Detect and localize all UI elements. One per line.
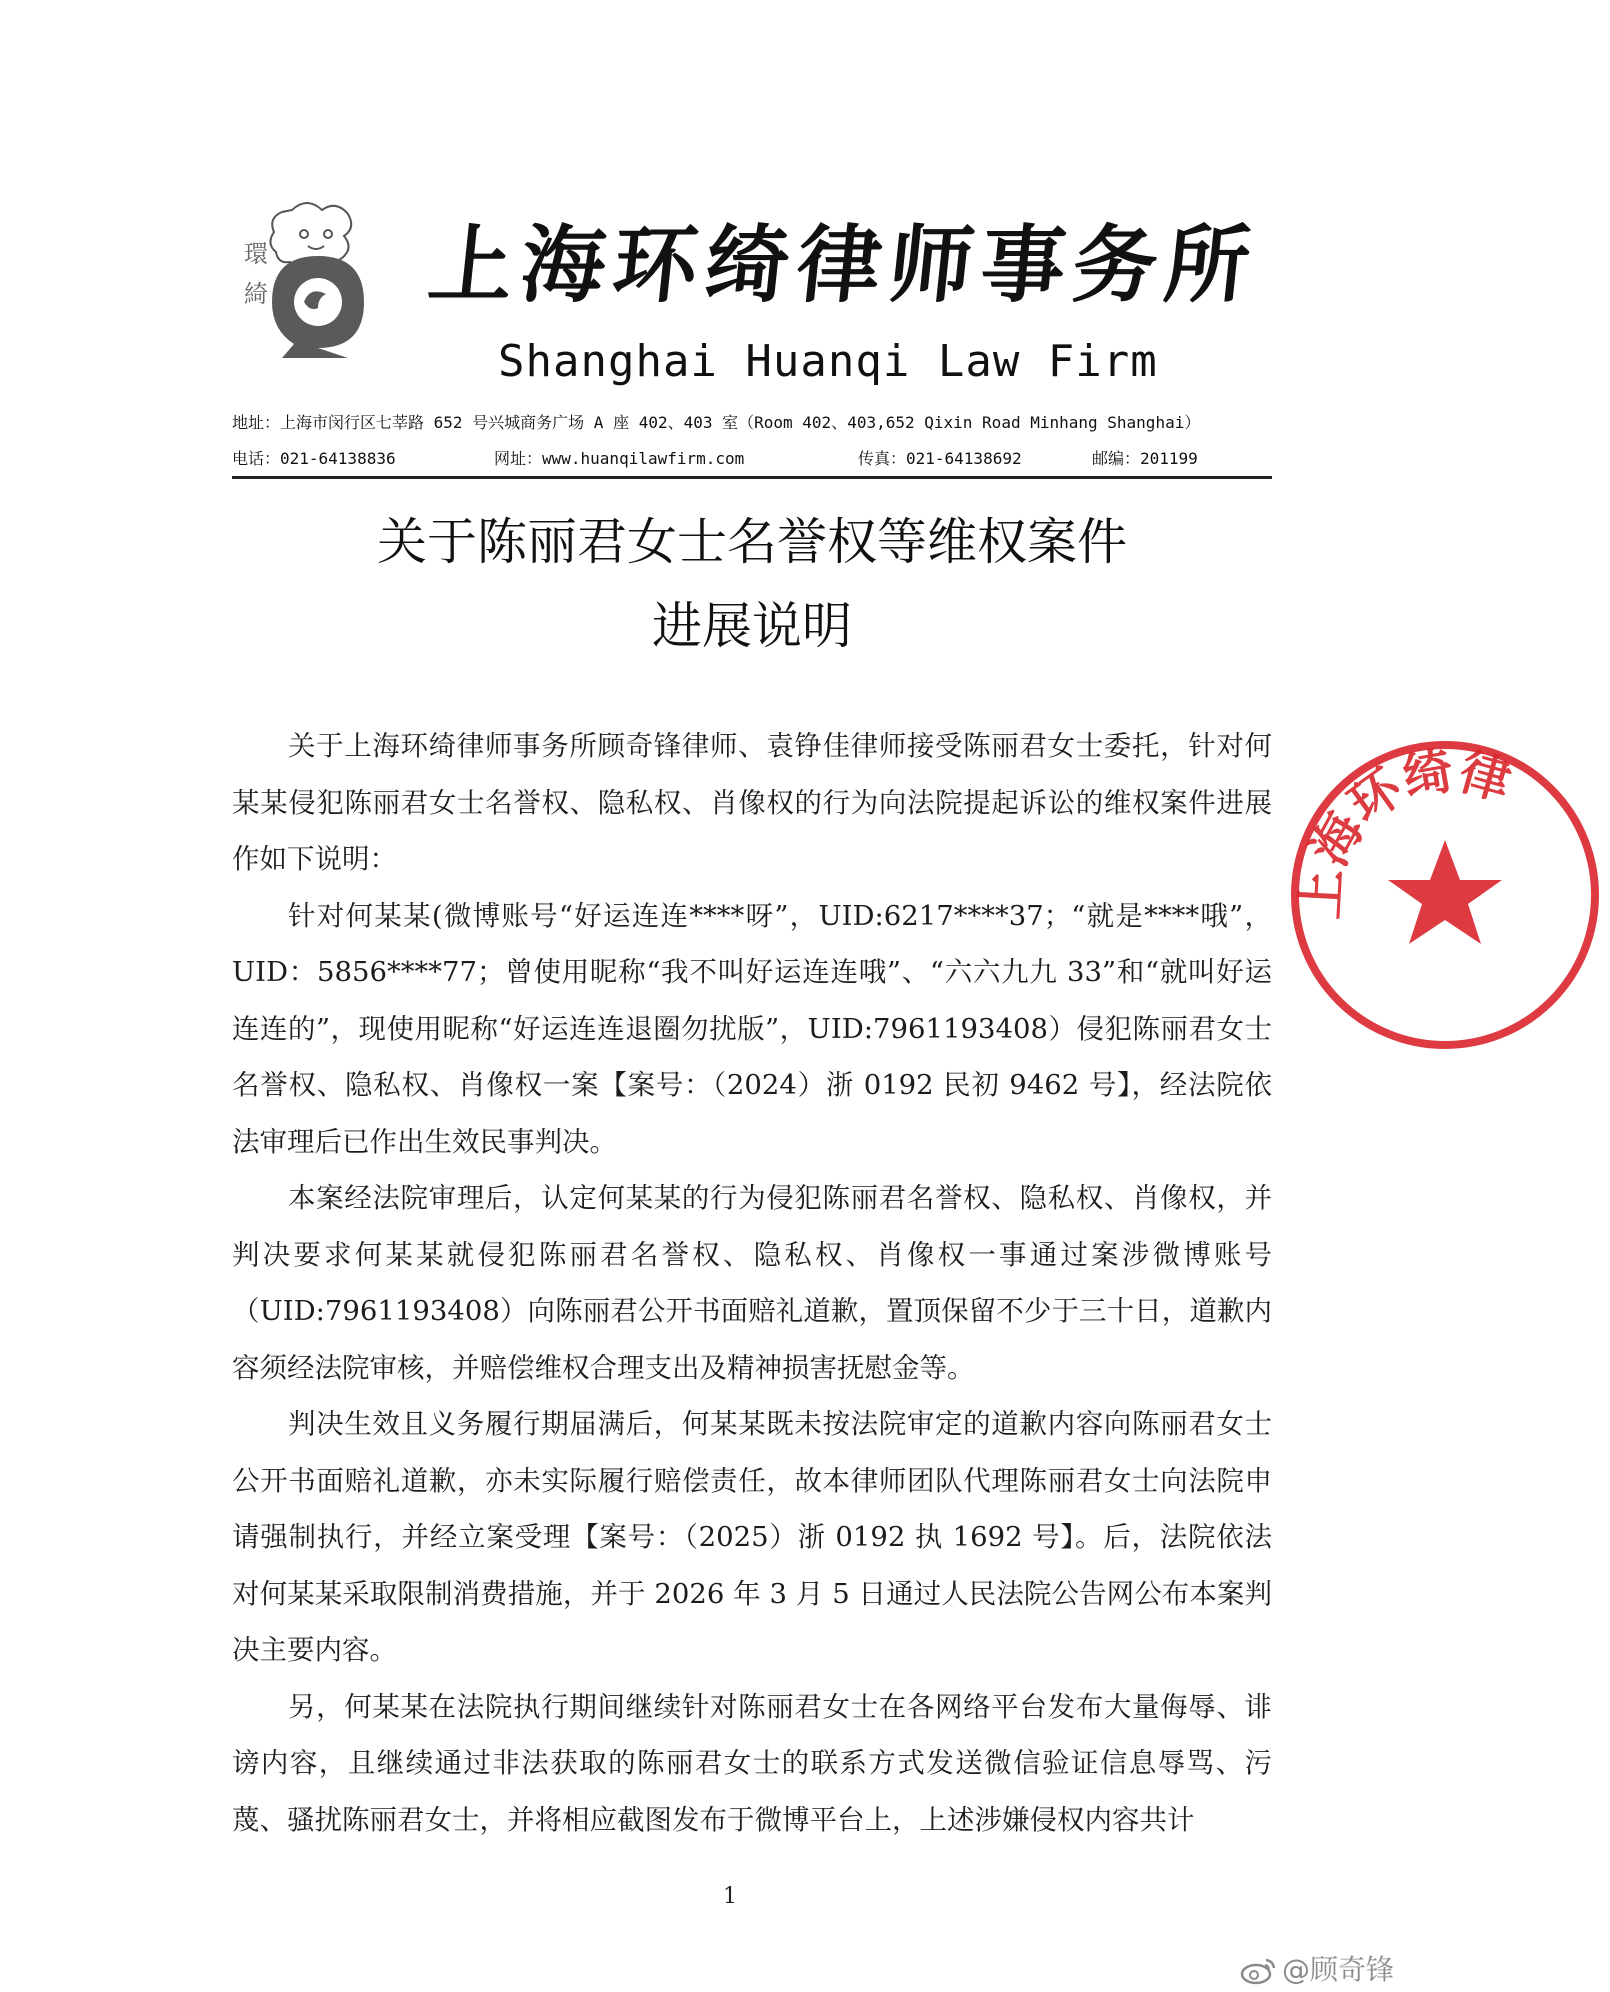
body-paragraph: 关于上海环绮律师事务所顾奇锋律师、袁铮佳律师接受陈丽君女士委托，针对何某某侵犯陈丽君女士名誉权、隐私权、肖像权的行为向法院提起诉讼的维权案件进展作如下说明： — [232, 730, 1272, 875]
body-paragraph: 另，何某某在法院执行期间继续针对陈丽君女士在各网络平台发布大量侮辱、诽谤内容，且继续通过非法获取的陈丽君女士的联系方式发送微信验证信息辱骂、污蔑、骚扰陈丽君女士，并将相应截图发布于微博平台上，上述涉嫌侵权内容共计 — [232, 1690, 1272, 1836]
seal-text: 上海环绮律 — [1291, 741, 1518, 921]
body-paragraph: 针对何某某(微博账号“好运连连****呀”，UID:6217****37；“就是****哦”，UID：5856****77；曾使用昵称“我不叫好运连连哦”、“六六九九 33”和“就叫好运连连的”，现使用昵称“好运连连退圈勿扰版”，UID:7961193408）侵犯陈丽君女士名誉权、隐私权、肖像权一案【案号：（2024）浙 0192 民初 9462 号】，经法院依法审理后已作出生效民事判决。 — [232, 899, 1272, 1158]
watermark-text: @顾奇锋 — [1282, 1953, 1395, 1986]
official-seal — [1280, 730, 1610, 1060]
firm-website: 网址：www.huanqilawfirm.com — [494, 449, 745, 468]
document-title — [232, 500, 1272, 668]
logo-text-2: 綺 — [244, 280, 268, 308]
page-number: 1 — [723, 1884, 737, 1909]
firm-name-cn: 上海环绮律师事务所 — [424, 215, 1263, 314]
document-body — [232, 718, 1272, 1848]
firm-postcode: 邮编：201199 — [1092, 449, 1198, 468]
seal-star — [1388, 840, 1502, 944]
body-paragraph: 判决生效且义务履行期届满后，何某某既未按法院审定的道歉内容向陈丽君女士公开书面赔礼道歉，亦未实际履行赔偿责任，故本律师团队代理陈丽君女士向法院申请强制执行，并经立案受理【案号：（2025）浙 0192 执 1692 号】。后，法院依法对何某某采取限制消费措施，并于 2026 年 3 月 5 日通过人民法院公告网公布本案判决主要内容。 — [232, 1408, 1272, 1666]
logo-q-emblem — [272, 256, 364, 358]
weibo-icon — [1240, 1957, 1276, 1985]
watermark — [1240, 1948, 1395, 1986]
logo-text-1: 環 — [244, 240, 268, 268]
firm-name-en: Shanghai Huanqi Law Firm — [498, 336, 1158, 387]
body-paragraph: 本案经法院审理后，认定何某某的行为侵犯陈丽君名誉权、隐私权、肖像权，并判决要求何某某就侵犯陈丽君名誉权、隐私权、肖像权一事通过案涉微博账号（UID:7961193408）向陈丽君公开书面赔礼道歉，置顶保留不少于三十日，道歉内容须经法院审核，并赔偿维权合理支出及精神损害抚慰金等。 — [232, 1182, 1272, 1384]
firm-address: 地址：上海市闵行区七莘路 652 号兴城商务广场 A 座 402、403 室（Room 402、403,652 Qixin Road Minhang Shanghai） — [232, 413, 1201, 432]
firm-logo — [232, 190, 382, 360]
contact-row — [232, 446, 1272, 468]
title-line-2: 进展说明 — [652, 597, 852, 655]
letterhead-divider — [232, 476, 1272, 479]
firm-phone: 电话：021-64138836 — [232, 449, 396, 468]
firm-fax: 传真：021-64138692 — [858, 449, 1022, 468]
title-line-1: 关于陈丽君女士名誉权等维权案件 — [377, 513, 1127, 571]
